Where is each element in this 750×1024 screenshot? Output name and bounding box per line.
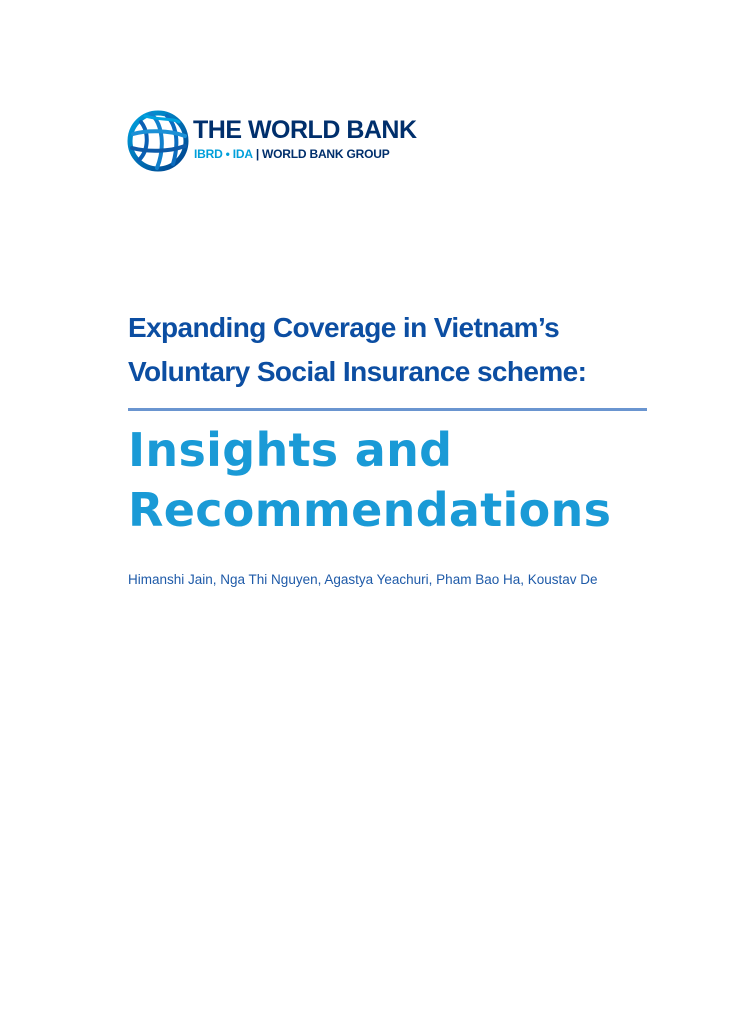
- logo-wbg: WORLD BANK GROUP: [262, 147, 390, 161]
- logo-subtitle: [194, 148, 390, 160]
- logo-ibrd-ida: IBRD • IDA: [194, 147, 253, 161]
- logo-separator: |: [255, 147, 260, 161]
- cover-title-line2: Recommendations: [128, 483, 612, 537]
- cover-subtitle: [128, 306, 688, 394]
- cover-title: [128, 420, 728, 540]
- globe-icon: [127, 108, 189, 174]
- world-bank-logo: [127, 108, 427, 174]
- cover-authors: Himanshi Jain, Nga Thi Nguyen, Agastya Yeachuri, Pham Bao Ha, Koustav De: [128, 572, 598, 587]
- logo-name: THE WORLD BANK: [193, 116, 417, 144]
- title-divider: [128, 408, 647, 411]
- cover-subtitle-line2: Voluntary Social Insurance scheme:: [128, 356, 587, 387]
- cover-title-line1: Insights and: [128, 423, 453, 477]
- cover-subtitle-line1: Expanding Coverage in Vietnam’s: [128, 312, 560, 343]
